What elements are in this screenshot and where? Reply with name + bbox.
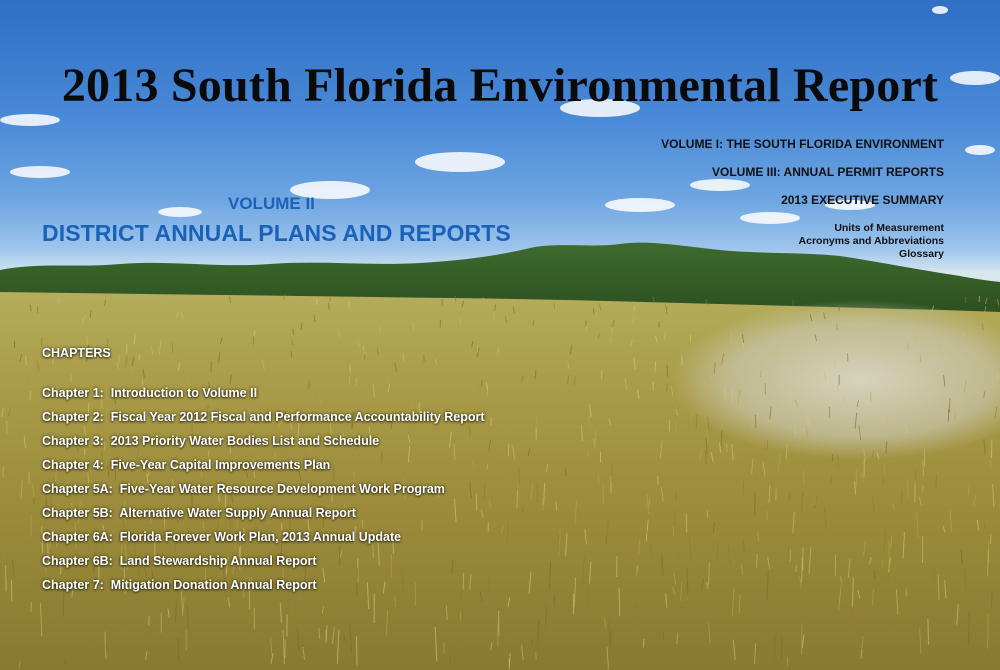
clouds bbox=[0, 6, 1000, 224]
volume-1-link[interactable]: VOLUME I: THE SOUTH FLORIDA ENVIRONMENT bbox=[661, 137, 944, 151]
chapter-2-link[interactable]: Chapter 2: Fiscal Year 2012 Fiscal and Performance Accountability Report bbox=[42, 410, 485, 424]
chapter-5b-link[interactable]: Chapter 5B: Alternative Water Supply Annual Report bbox=[42, 506, 356, 520]
chapter-4-link[interactable]: Chapter 4: Five-Year Capital Improvements Plan bbox=[42, 458, 331, 472]
volume-3-link[interactable]: VOLUME III: ANNUAL PERMIT REPORTS bbox=[711, 165, 944, 179]
executive-summary-link[interactable]: 2013 EXECUTIVE SUMMARY bbox=[781, 193, 944, 207]
volume-title: DISTRICT ANNUAL PLANS AND REPORTS bbox=[42, 220, 511, 246]
report-title: 2013 South Florida Environmental Report bbox=[61, 59, 939, 112]
chapters-heading: CHAPTERS bbox=[42, 346, 111, 360]
chapter-list bbox=[42, 381, 485, 597]
chapter-5a-link[interactable]: Chapter 5A: Five-Year Water Resource Development Work Program bbox=[42, 482, 445, 496]
chapter-1-link[interactable]: Chapter 1: Introduction to Volume II bbox=[42, 386, 258, 400]
chapter-7-link[interactable]: Chapter 7: Mitigation Donation Annual Report bbox=[42, 578, 317, 592]
chapter-6a-link[interactable]: Chapter 6A: Florida Forever Work Plan, 2013 Annual Update bbox=[42, 530, 402, 544]
volume-label: VOLUME II bbox=[228, 194, 315, 213]
chapter-3-link[interactable]: Chapter 3: 2013 Priority Water Bodies List and Schedule bbox=[42, 434, 380, 448]
acronyms-link[interactable]: Acronyms and Abbreviations bbox=[798, 235, 944, 247]
units-of-measurement-link[interactable]: Units of Measurement bbox=[834, 222, 944, 234]
glossary-link[interactable]: Glossary bbox=[899, 248, 944, 260]
chapter-6b-link[interactable]: Chapter 6B: Land Stewardship Annual Report bbox=[42, 554, 317, 568]
